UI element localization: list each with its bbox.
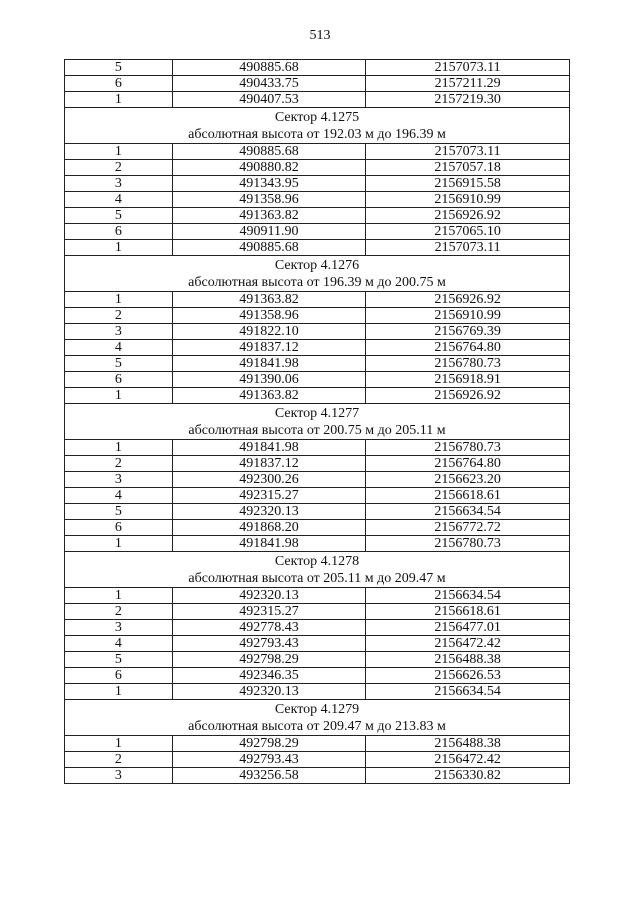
x-coordinate-cell: 490885.68	[172, 144, 366, 160]
sector-header	[65, 256, 570, 292]
table-row	[65, 520, 570, 536]
table-row	[65, 604, 570, 620]
y-coordinate-cell: 2156488.38	[366, 736, 570, 752]
x-coordinate-cell: 492320.13	[172, 588, 366, 604]
table-row	[65, 652, 570, 668]
y-coordinate-cell: 2156926.92	[366, 388, 570, 404]
point-number-cell: 3	[65, 324, 173, 340]
table-row	[65, 292, 570, 308]
y-coordinate-cell: 2157073.11	[366, 60, 570, 76]
x-coordinate-cell: 493256.58	[172, 768, 366, 784]
y-coordinate-cell: 2156634.54	[366, 504, 570, 520]
y-coordinate-cell: 2156764.80	[366, 340, 570, 356]
x-coordinate-cell: 490880.82	[172, 160, 366, 176]
sector-header	[65, 552, 570, 588]
point-number-cell: 3	[65, 176, 173, 192]
sector-altitude-range: абсолютная высота от 209.47 м до 213.83 м	[188, 718, 446, 734]
table-row	[65, 208, 570, 224]
x-coordinate-cell: 491358.96	[172, 308, 366, 324]
x-coordinate-cell: 490911.90	[172, 224, 366, 240]
sector-title: Сектор 4.1279	[274, 701, 360, 717]
y-coordinate-cell: 2156764.80	[366, 456, 570, 472]
table-row	[65, 752, 570, 768]
table-row	[65, 160, 570, 176]
sector-header	[65, 404, 570, 440]
x-coordinate-cell: 490885.68	[172, 60, 366, 76]
table-row	[65, 488, 570, 504]
sector-altitude-range: абсолютная высота от 196.39 м до 200.75 м	[188, 274, 446, 290]
point-number-cell: 1	[65, 440, 173, 456]
table-row	[65, 588, 570, 604]
x-coordinate-cell: 491837.12	[172, 456, 366, 472]
x-coordinate-cell: 491837.12	[172, 340, 366, 356]
point-number-cell: 2	[65, 604, 173, 620]
x-coordinate-cell: 492300.26	[172, 472, 366, 488]
y-coordinate-cell: 2156330.82	[366, 768, 570, 784]
y-coordinate-cell: 2156472.42	[366, 752, 570, 768]
y-coordinate-cell: 2157073.11	[366, 240, 570, 256]
y-coordinate-cell: 2157057.18	[366, 160, 570, 176]
y-coordinate-cell: 2156477.01	[366, 620, 570, 636]
x-coordinate-cell: 491868.20	[172, 520, 366, 536]
x-coordinate-cell: 491841.98	[172, 356, 366, 372]
x-coordinate-cell: 490407.53	[172, 92, 366, 108]
table-row	[65, 504, 570, 520]
point-number-cell: 1	[65, 92, 173, 108]
point-number-cell: 6	[65, 224, 173, 240]
x-coordinate-cell: 492798.29	[172, 652, 366, 668]
y-coordinate-cell: 2156780.73	[366, 356, 570, 372]
table-row	[65, 372, 570, 388]
table-row	[65, 224, 570, 240]
y-coordinate-cell: 2156780.73	[366, 536, 570, 552]
sector-header-row	[65, 256, 570, 292]
point-number-cell: 4	[65, 340, 173, 356]
table-row	[65, 324, 570, 340]
table-row	[65, 536, 570, 552]
x-coordinate-cell: 492793.43	[172, 752, 366, 768]
sector-header	[65, 700, 570, 736]
point-number-cell: 5	[65, 356, 173, 372]
sector-header-row	[65, 404, 570, 440]
x-coordinate-cell: 491343.95	[172, 176, 366, 192]
point-number-cell: 3	[65, 620, 173, 636]
y-coordinate-cell: 2156915.58	[366, 176, 570, 192]
table-row	[65, 668, 570, 684]
sector-title: Сектор 4.1276	[274, 257, 360, 273]
y-coordinate-cell: 2156618.61	[366, 604, 570, 620]
point-number-cell: 1	[65, 240, 173, 256]
point-number-cell: 4	[65, 636, 173, 652]
x-coordinate-cell: 492798.29	[172, 736, 366, 752]
table-row	[65, 60, 570, 76]
sector-altitude-range: абсолютная высота от 200.75 м до 205.11 м	[188, 422, 446, 438]
y-coordinate-cell: 2156472.42	[366, 636, 570, 652]
x-coordinate-cell: 491358.96	[172, 192, 366, 208]
coordinates-table	[64, 59, 570, 784]
sector-header-row	[65, 700, 570, 736]
table-row	[65, 736, 570, 752]
x-coordinate-cell: 491363.82	[172, 292, 366, 308]
sector-altitude-range: абсолютная высота от 205.11 м до 209.47 м	[188, 570, 446, 586]
x-coordinate-cell: 492320.13	[172, 684, 366, 700]
y-coordinate-cell: 2156488.38	[366, 652, 570, 668]
y-coordinate-cell: 2156618.61	[366, 488, 570, 504]
coordinates-table-body	[65, 60, 570, 784]
x-coordinate-cell: 490885.68	[172, 240, 366, 256]
x-coordinate-cell: 490433.75	[172, 76, 366, 92]
y-coordinate-cell: 2156769.39	[366, 324, 570, 340]
point-number-cell: 1	[65, 588, 173, 604]
point-number-cell: 5	[65, 504, 173, 520]
point-number-cell: 4	[65, 192, 173, 208]
point-number-cell: 3	[65, 768, 173, 784]
table-row	[65, 620, 570, 636]
table-row	[65, 240, 570, 256]
table-row	[65, 76, 570, 92]
y-coordinate-cell: 2156634.54	[366, 588, 570, 604]
y-coordinate-cell: 2157073.11	[366, 144, 570, 160]
point-number-cell: 2	[65, 160, 173, 176]
x-coordinate-cell: 492315.27	[172, 604, 366, 620]
page-number: 513	[309, 28, 331, 43]
point-number-cell: 6	[65, 668, 173, 684]
point-number-cell: 1	[65, 292, 173, 308]
point-number-cell: 1	[65, 536, 173, 552]
sector-header	[65, 108, 570, 144]
x-coordinate-cell: 492315.27	[172, 488, 366, 504]
table-row	[65, 388, 570, 404]
point-number-cell: 6	[65, 520, 173, 536]
point-number-cell: 1	[65, 144, 173, 160]
y-coordinate-cell: 2156772.72	[366, 520, 570, 536]
table-row	[65, 308, 570, 324]
table-row	[65, 92, 570, 108]
table-row	[65, 684, 570, 700]
table-row	[65, 356, 570, 372]
y-coordinate-cell: 2156910.99	[366, 192, 570, 208]
table-row	[65, 176, 570, 192]
y-coordinate-cell: 2156626.53	[366, 668, 570, 684]
x-coordinate-cell: 491363.82	[172, 208, 366, 224]
point-number-cell: 6	[65, 372, 173, 388]
x-coordinate-cell: 492793.43	[172, 636, 366, 652]
y-coordinate-cell: 2156910.99	[366, 308, 570, 324]
table-row	[65, 456, 570, 472]
x-coordinate-cell: 491841.98	[172, 440, 366, 456]
sector-title: Сектор 4.1278	[274, 553, 360, 569]
x-coordinate-cell: 492778.43	[172, 620, 366, 636]
y-coordinate-cell: 2156634.54	[366, 684, 570, 700]
x-coordinate-cell: 492346.35	[172, 668, 366, 684]
point-number-cell: 5	[65, 60, 173, 76]
point-number-cell: 2	[65, 308, 173, 324]
point-number-cell: 2	[65, 752, 173, 768]
point-number-cell: 5	[65, 652, 173, 668]
y-coordinate-cell: 2157211.29	[366, 76, 570, 92]
sector-altitude-range: абсолютная высота от 192.03 м до 196.39 м	[188, 126, 446, 142]
point-number-cell: 1	[65, 684, 173, 700]
point-number-cell: 5	[65, 208, 173, 224]
x-coordinate-cell: 491390.06	[172, 372, 366, 388]
y-coordinate-cell: 2156780.73	[366, 440, 570, 456]
x-coordinate-cell: 492320.13	[172, 504, 366, 520]
y-coordinate-cell: 2156926.92	[366, 292, 570, 308]
y-coordinate-cell: 2156918.91	[366, 372, 570, 388]
table-row	[65, 440, 570, 456]
point-number-cell: 1	[65, 388, 173, 404]
x-coordinate-cell: 491363.82	[172, 388, 366, 404]
point-number-cell: 4	[65, 488, 173, 504]
sector-header-row	[65, 108, 570, 144]
sector-title: Сектор 4.1275	[274, 109, 360, 125]
sector-title: Сектор 4.1277	[274, 405, 360, 421]
table-row	[65, 340, 570, 356]
table-row	[65, 768, 570, 784]
table-row	[65, 192, 570, 208]
point-number-cell: 3	[65, 472, 173, 488]
y-coordinate-cell: 2156926.92	[366, 208, 570, 224]
y-coordinate-cell: 2157219.30	[366, 92, 570, 108]
sector-header-row	[65, 552, 570, 588]
table-row	[65, 636, 570, 652]
point-number-cell: 1	[65, 736, 173, 752]
table-row	[65, 472, 570, 488]
y-coordinate-cell: 2156623.20	[366, 472, 570, 488]
point-number-cell: 2	[65, 456, 173, 472]
y-coordinate-cell: 2157065.10	[366, 224, 570, 240]
x-coordinate-cell: 491822.10	[172, 324, 366, 340]
table-row	[65, 144, 570, 160]
x-coordinate-cell: 491841.98	[172, 536, 366, 552]
point-number-cell: 6	[65, 76, 173, 92]
